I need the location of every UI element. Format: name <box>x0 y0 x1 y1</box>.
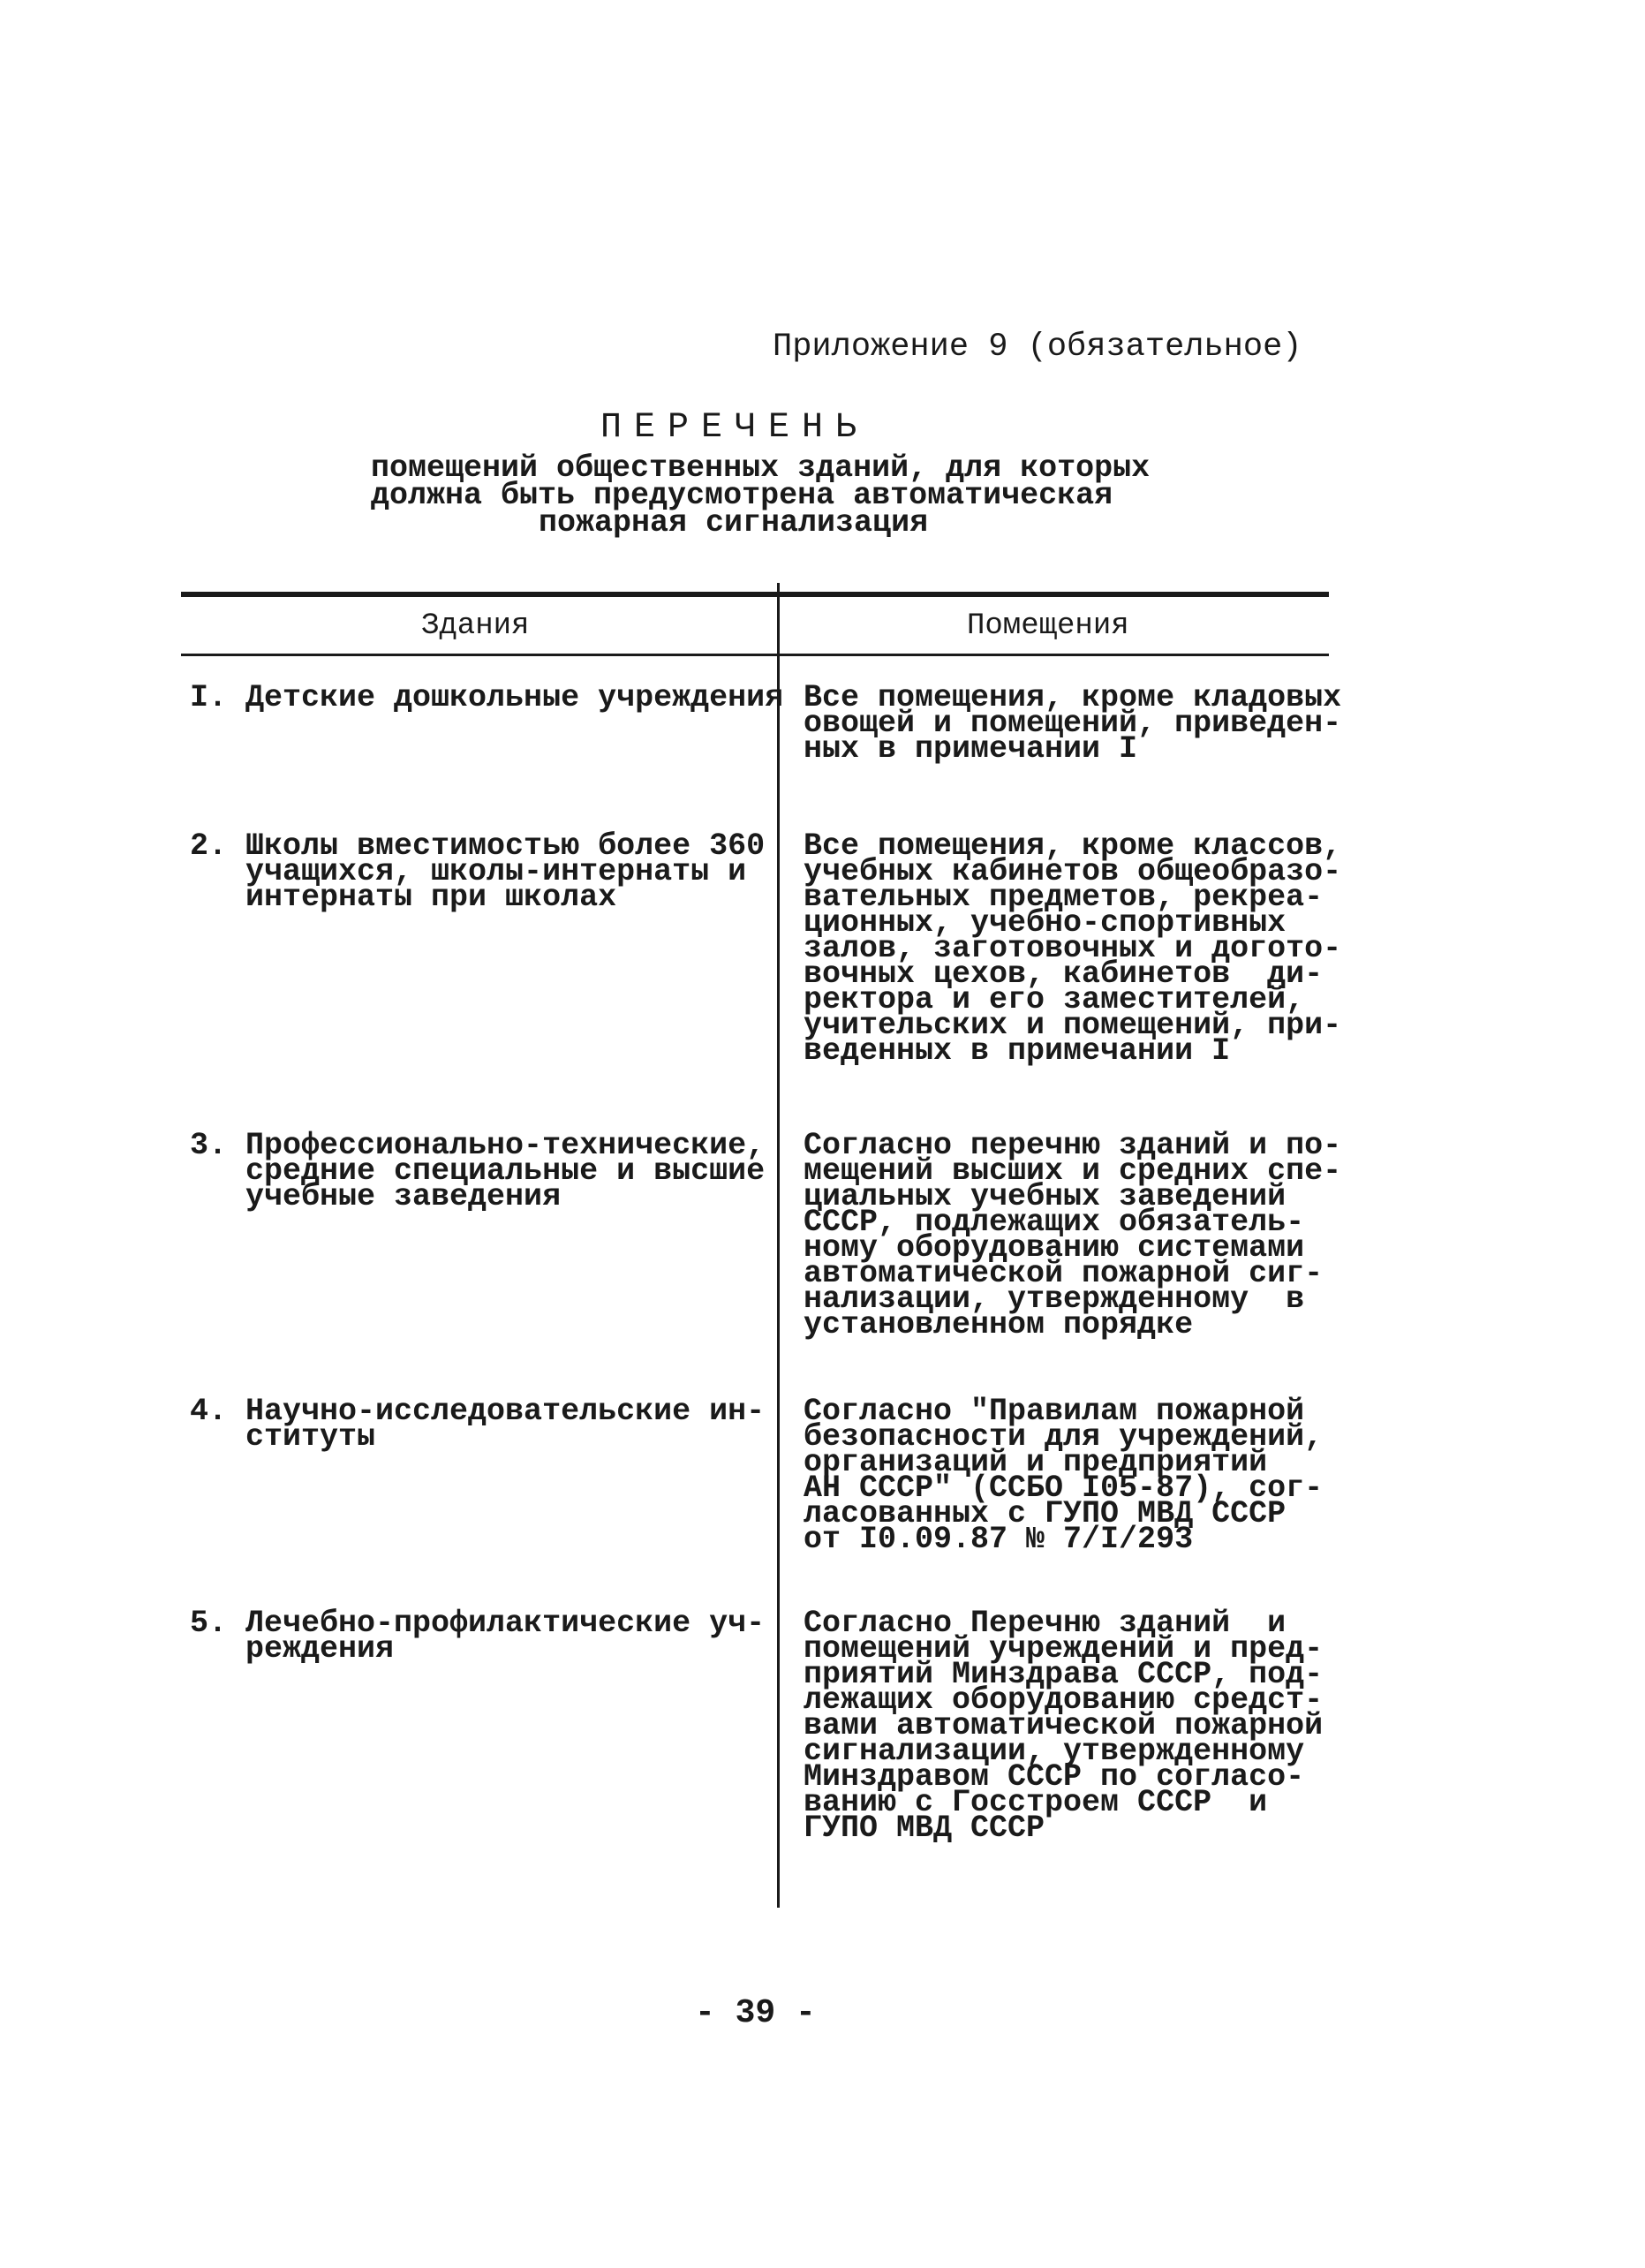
rooms-line: Согласно "Правилам пожарной <box>804 1394 1305 1429</box>
rooms-line: помещений учреждений и пред- <box>804 1631 1324 1667</box>
column-header-rooms: Помещения <box>967 609 1129 643</box>
rooms-line: нализации, утвержденному в <box>804 1281 1305 1317</box>
rooms-line: Согласно перечню зданий и по- <box>804 1128 1342 1163</box>
rooms-line: вательных предметов, рекреа- <box>804 880 1324 915</box>
rooms-line: овощей и помещений, приведен- <box>804 706 1342 741</box>
row-5-rooms <box>804 1606 1324 1846</box>
rooms-line: веденных в примечании I <box>804 1033 1231 1069</box>
column-divider <box>777 583 780 1908</box>
rooms-line: ных в примечании I <box>804 731 1138 767</box>
table-header-rule <box>181 654 1329 656</box>
building-line: реждения <box>190 1631 395 1667</box>
rooms-line: ванию с Госстроем СССР и <box>804 1785 1268 1820</box>
building-line: интернаты при школах <box>190 880 617 915</box>
row-1-building <box>190 680 784 715</box>
row-4-building <box>190 1394 766 1455</box>
rooms-line: Все помещения, кроме кладовых <box>804 680 1342 715</box>
rooms-line: залов, заготовочных и догото- <box>804 931 1342 966</box>
row-1-rooms <box>804 680 1342 767</box>
subtitle-line: пожарная сигнализация <box>539 505 929 541</box>
rooms-line: вочных цехов, кабинетов ди- <box>804 956 1324 992</box>
rooms-line: от I0.09.87 № 7/I/293 <box>804 1522 1194 1557</box>
row-3-building <box>190 1128 766 1214</box>
building-line: 4. Научно-исследовательские ин- <box>190 1394 766 1429</box>
building-line: учебные заведения <box>190 1179 562 1214</box>
rooms-line: установленном порядке <box>804 1307 1194 1342</box>
row-2-rooms <box>804 828 1342 1069</box>
row-4-rooms <box>804 1394 1324 1557</box>
rooms-line: безопасности для учреждений, <box>804 1419 1324 1455</box>
rooms-line: Согласно Перечню зданий и <box>804 1606 1287 1641</box>
rooms-line: сигнализации, утвержденному <box>804 1734 1305 1769</box>
document-title: ПЕРЕЧЕНЬ <box>600 408 870 448</box>
building-line: 5. Лечебно-профилактические уч- <box>190 1606 766 1641</box>
rooms-line: ласованных с ГУПО МВД СССР <box>804 1496 1287 1531</box>
document-subtitle <box>371 450 1166 541</box>
rooms-line: Все помещения, кроме классов, <box>804 828 1342 864</box>
page-number: - 39 - <box>695 1994 816 2032</box>
rooms-line: ГУПО МВД СССР <box>804 1811 1045 1846</box>
rooms-line: автоматической пожарной сиг- <box>804 1256 1324 1291</box>
building-line: 3. Профессионально-технические, <box>190 1128 766 1163</box>
table-top-rule <box>181 592 1329 597</box>
rooms-line: приятий Минздрава СССР, под- <box>804 1657 1324 1692</box>
rooms-line: Минздравом СССР по согласо- <box>804 1759 1305 1795</box>
rooms-line: лежащих оборудованию средст- <box>804 1682 1324 1718</box>
rooms-line: ционных, учебно-спортивных <box>804 905 1287 941</box>
building-line: 2. Школы вместимостью более 360 <box>190 828 766 864</box>
rooms-line: учительских и помещений, при- <box>804 1008 1342 1043</box>
building-line: ституты <box>190 1419 376 1455</box>
rooms-line: СССР, подлежащих обязатель- <box>804 1205 1305 1240</box>
rooms-line: мещений высших и средних спе- <box>804 1153 1342 1189</box>
rooms-line: ному оборудованию системами <box>804 1230 1305 1266</box>
subtitle-line: помещений общественных зданий, для которых <box>371 450 1151 486</box>
building-line: I. Детские дошкольные учреждения <box>190 680 784 715</box>
building-line: средние специальные и высшие <box>190 1153 766 1189</box>
rooms-line: ректора и его заместителей, <box>804 982 1305 1017</box>
rooms-line: АН СССР" (ССБО I05-87), сог- <box>804 1470 1324 1506</box>
appendix-label: Приложение 9 (обязательное) <box>773 329 1302 366</box>
column-header-buildings: Здания <box>421 609 530 643</box>
rooms-line: учебных кабинетов общеобразо- <box>804 854 1342 889</box>
rooms-line: циальных учебных заведений <box>804 1179 1287 1214</box>
building-line: учащихся, школы-интернаты и <box>190 854 747 889</box>
subtitle-line: должна быть предусмотрена автоматическая <box>371 478 1113 513</box>
rooms-line: вами автоматической пожарной <box>804 1708 1324 1743</box>
rooms-line: организаций и предприятий <box>804 1445 1268 1480</box>
row-2-building <box>190 828 766 915</box>
row-3-rooms <box>804 1128 1342 1342</box>
row-5-building <box>190 1606 766 1667</box>
